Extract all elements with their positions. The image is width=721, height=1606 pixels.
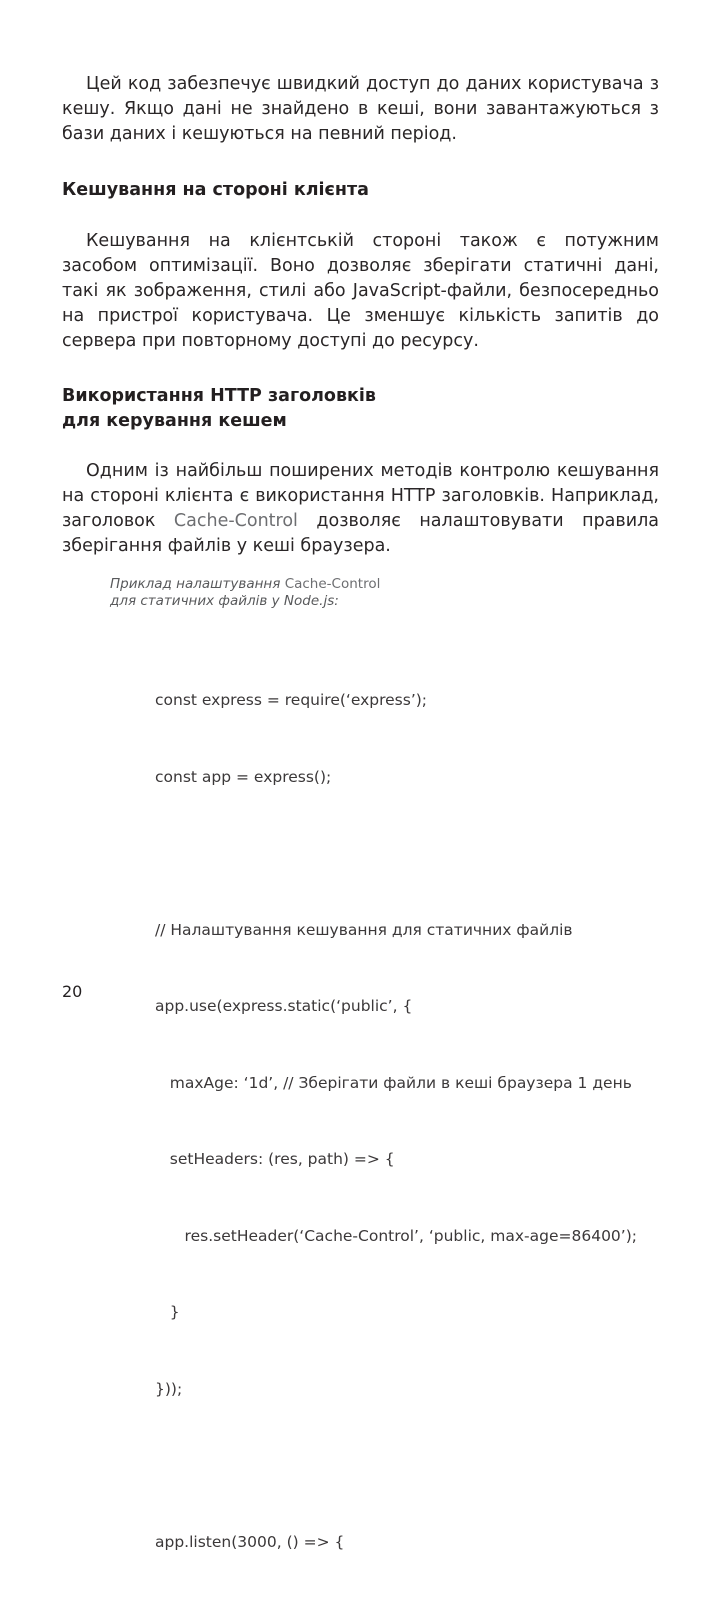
code-line: app.use(express.static(‘public’, { [155, 997, 413, 1015]
cache-control-term: Cache-Control [173, 511, 298, 531]
code-line: setHeaders: (res, path) => { [155, 1150, 395, 1168]
code-line: // Налаштування кешування для статичних файлів [155, 920, 573, 939]
code-line: maxAge: ‘1d’, // Зберігати файли в кеші браузера 1 день [155, 1073, 632, 1092]
code-line: app.listen(3000, () => { [155, 1532, 345, 1551]
code-line: const express = require(‘express’); [155, 691, 428, 709]
paragraph-cache-access: Цей код забезпечує швидкий доступ до даних користувача з кешу. Якщо дані не знайдено в кеші, вони завантажуються з бази даних і кешуються на певний період. [62, 74, 659, 144]
heading-http-headers-line-2: для керування кешем [62, 411, 287, 431]
heading-http-headers-line-1: Використання HTTP заголовків [62, 386, 376, 406]
paragraph-http-headers [62, 459, 659, 559]
caption-line-1-prefix: Приклад налаштування [110, 576, 285, 592]
code-line [155, 1453, 665, 1479]
code-line: const app = express(); [155, 767, 332, 786]
paragraph-client-caching: Кешування на клієнтській стороні також є потужним засобом оптимізації. Воно дозволяє зберігати статичні дані, такі як зображення, стилі або JavaScript-файли, безпосередньо на пристрої користувача. Це зменшує кількість запитів до сервера при повторному доступі до ресурсу. [62, 231, 659, 351]
caption-cache-control-term: Cache-Control [284, 576, 381, 592]
code-caption [110, 576, 630, 610]
heading-http-headers [62, 384, 659, 434]
code-block [155, 637, 665, 1606]
heading-client-caching: Кешування на стороні клієнта [62, 180, 369, 200]
code-line: res.setHeader(‘Cache-Control’, ‘public, max-age=86400’); [155, 1226, 637, 1245]
paragraph-http-headers-after: дозволяє налаштовувати правила зберігання файлів у кеші браузера. [62, 511, 659, 556]
paragraph-http-headers-before: Одним із найбільш поширених методів контролю кешування на стороні клієнта є використання HTTP заголовків. Наприклад, заголовок [62, 461, 659, 531]
caption-line-2: для статичних файлів у Node.js: [110, 593, 339, 609]
code-line: } [155, 1303, 180, 1321]
code-line [155, 841, 665, 867]
code-line: })); [155, 1379, 183, 1398]
page-number: 20 [62, 982, 83, 1001]
